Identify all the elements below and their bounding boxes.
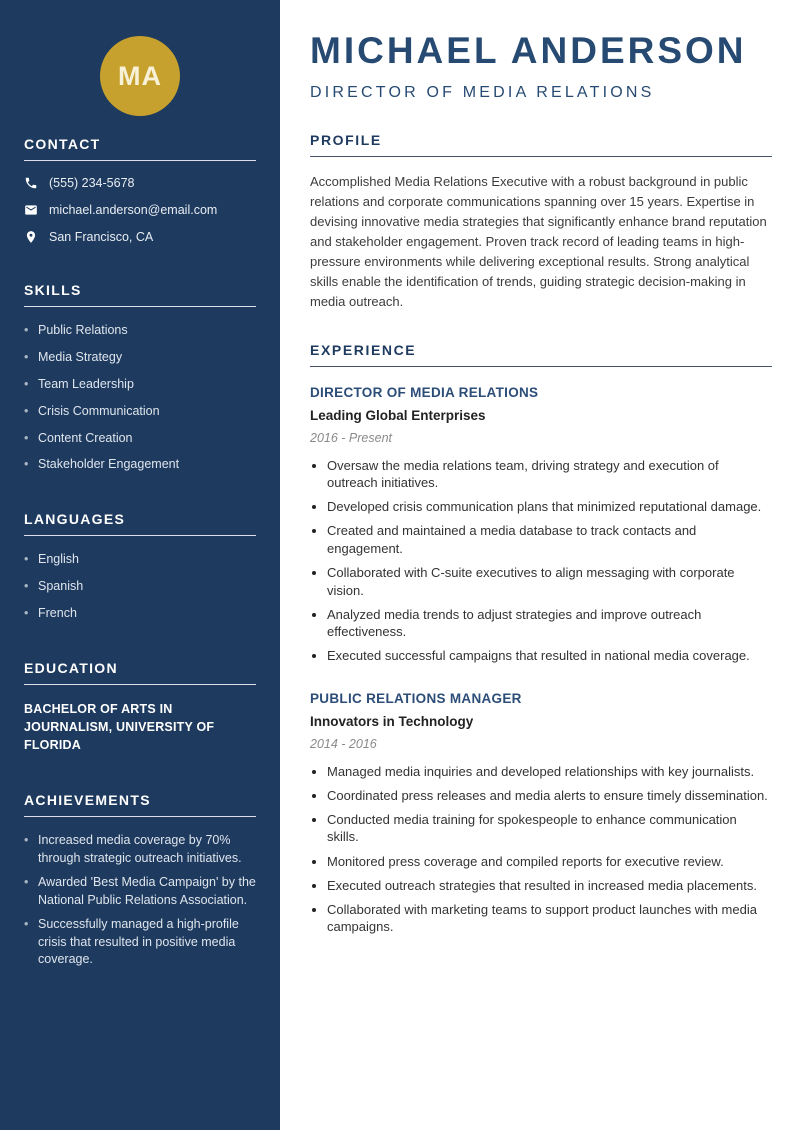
achievement-item: • Awarded 'Best Media Campaign' by the National Public Relations Association. — [24, 874, 256, 909]
profile-heading: PROFILE — [310, 132, 772, 157]
skills-section — [24, 282, 256, 473]
achievements-heading: ACHIEVEMENTS — [24, 792, 256, 817]
achievement-item: • Increased media coverage by 70% through strategic outreach initiatives. — [24, 832, 256, 867]
contact-email — [24, 203, 256, 217]
languages-heading: LANGUAGES — [24, 511, 256, 536]
location-icon — [24, 230, 38, 244]
experience-heading: EXPERIENCE — [310, 342, 772, 367]
job-dates: 2016 - Present — [310, 430, 392, 445]
achievements-section — [24, 792, 256, 969]
language-item: • Spanish — [24, 578, 256, 595]
sidebar — [0, 0, 280, 1130]
main-content — [280, 0, 800, 1130]
avatar — [100, 36, 180, 116]
skills-list — [24, 322, 256, 473]
contact-location-text: San Francisco, CA — [49, 230, 154, 244]
job-bullet: • Collaborated with marketing teams to support product launches with media campaigns. — [327, 901, 772, 936]
job-bullet: • Conducted media training for spokespeople to enhance communication skills. — [327, 811, 772, 846]
avatar-initials: MA — [118, 60, 162, 91]
job-bullets — [310, 763, 772, 936]
job-bullets — [310, 457, 772, 665]
experience-section — [310, 342, 772, 936]
job-bullet: • Collaborated with C-suite executives to align messaging with corporate vision. — [327, 564, 772, 599]
skill-item: • Crisis Communication — [24, 403, 256, 420]
achievements-list — [24, 832, 256, 969]
job-dates: 2014 - 2016 — [310, 736, 377, 751]
skill-item: • Public Relations — [24, 322, 256, 339]
email-icon — [24, 203, 38, 217]
languages-section — [24, 511, 256, 622]
job-bullet: • Monitored press coverage and compiled reports for executive review. — [327, 853, 772, 871]
job-title: PUBLIC RELATIONS MANAGER — [310, 690, 522, 706]
skill-item: • Stakeholder Engagement — [24, 456, 256, 473]
candidate-headline: DIRECTOR OF MEDIA RELATIONS — [310, 83, 655, 101]
contact-phone — [24, 176, 256, 190]
job-bullet: • Developed crisis communication plans that minimized reputational damage. — [327, 498, 772, 516]
job-bullet: • Analyzed media trends to adjust strategies and improve outreach effectiveness. — [327, 606, 772, 641]
job-bullet: • Executed successful campaigns that resulted in national media coverage. — [327, 647, 772, 665]
contact-heading: CONTACT — [24, 136, 256, 161]
job-company: Innovators in Technology — [310, 713, 474, 729]
contact-phone-text: (555) 234-5678 — [49, 176, 135, 190]
job-company: Leading Global Enterprises — [310, 407, 486, 423]
language-item: • French — [24, 605, 256, 622]
contact-location — [24, 230, 256, 244]
skills-heading: SKILLS — [24, 282, 256, 307]
languages-list — [24, 551, 256, 622]
skill-item: • Team Leadership — [24, 376, 256, 393]
job-bullet: • Created and maintained a media database to track contacts and engagement. — [327, 522, 772, 557]
achievement-item: • Successfully managed a high-profile crisis that resulted in positive media coverage. — [24, 916, 256, 969]
job-bullet: • Oversaw the media relations team, driving strategy and execution of outreach initiatives. — [327, 457, 772, 492]
contact-section — [24, 136, 256, 244]
candidate-name: MICHAEL ANDERSON — [310, 30, 747, 71]
education-heading: EDUCATION — [24, 660, 256, 685]
job-entry — [310, 691, 772, 936]
job-entry — [310, 385, 772, 665]
job-bullet: • Managed media inquiries and developed relationships with key journalists. — [327, 763, 772, 781]
job-bullet: • Executed outreach strategies that resulted in increased media placements. — [327, 877, 772, 895]
phone-icon — [24, 176, 38, 190]
skill-item: • Content Creation — [24, 430, 256, 447]
education-section — [24, 660, 256, 754]
language-item: • English — [24, 551, 256, 568]
education-degree: BACHELOR OF ARTS IN JOURNALISM, UNIVERSITY OF FLORIDA — [24, 701, 215, 753]
skill-item: • Media Strategy — [24, 349, 256, 366]
profile-text: Accomplished Media Relations Executive with a robust background in public relations and corporate communications spanning over 15 years. Expertise in devising innovative media strategies that significantly enhance brand reputation and stakeholder engagement. Proven track record of leading teams in high-pressure environments while delivering exceptional results. Strong analytical skills enable the identification of trends, guiding strategic decision-making in media outreach. — [310, 173, 767, 309]
profile-section — [310, 132, 772, 312]
job-bullet: • Coordinated press releases and media alerts to ensure timely dissemination. — [327, 787, 772, 805]
contact-email-text: michael.anderson@email.com — [49, 203, 218, 217]
job-title: DIRECTOR OF MEDIA RELATIONS — [310, 384, 539, 400]
